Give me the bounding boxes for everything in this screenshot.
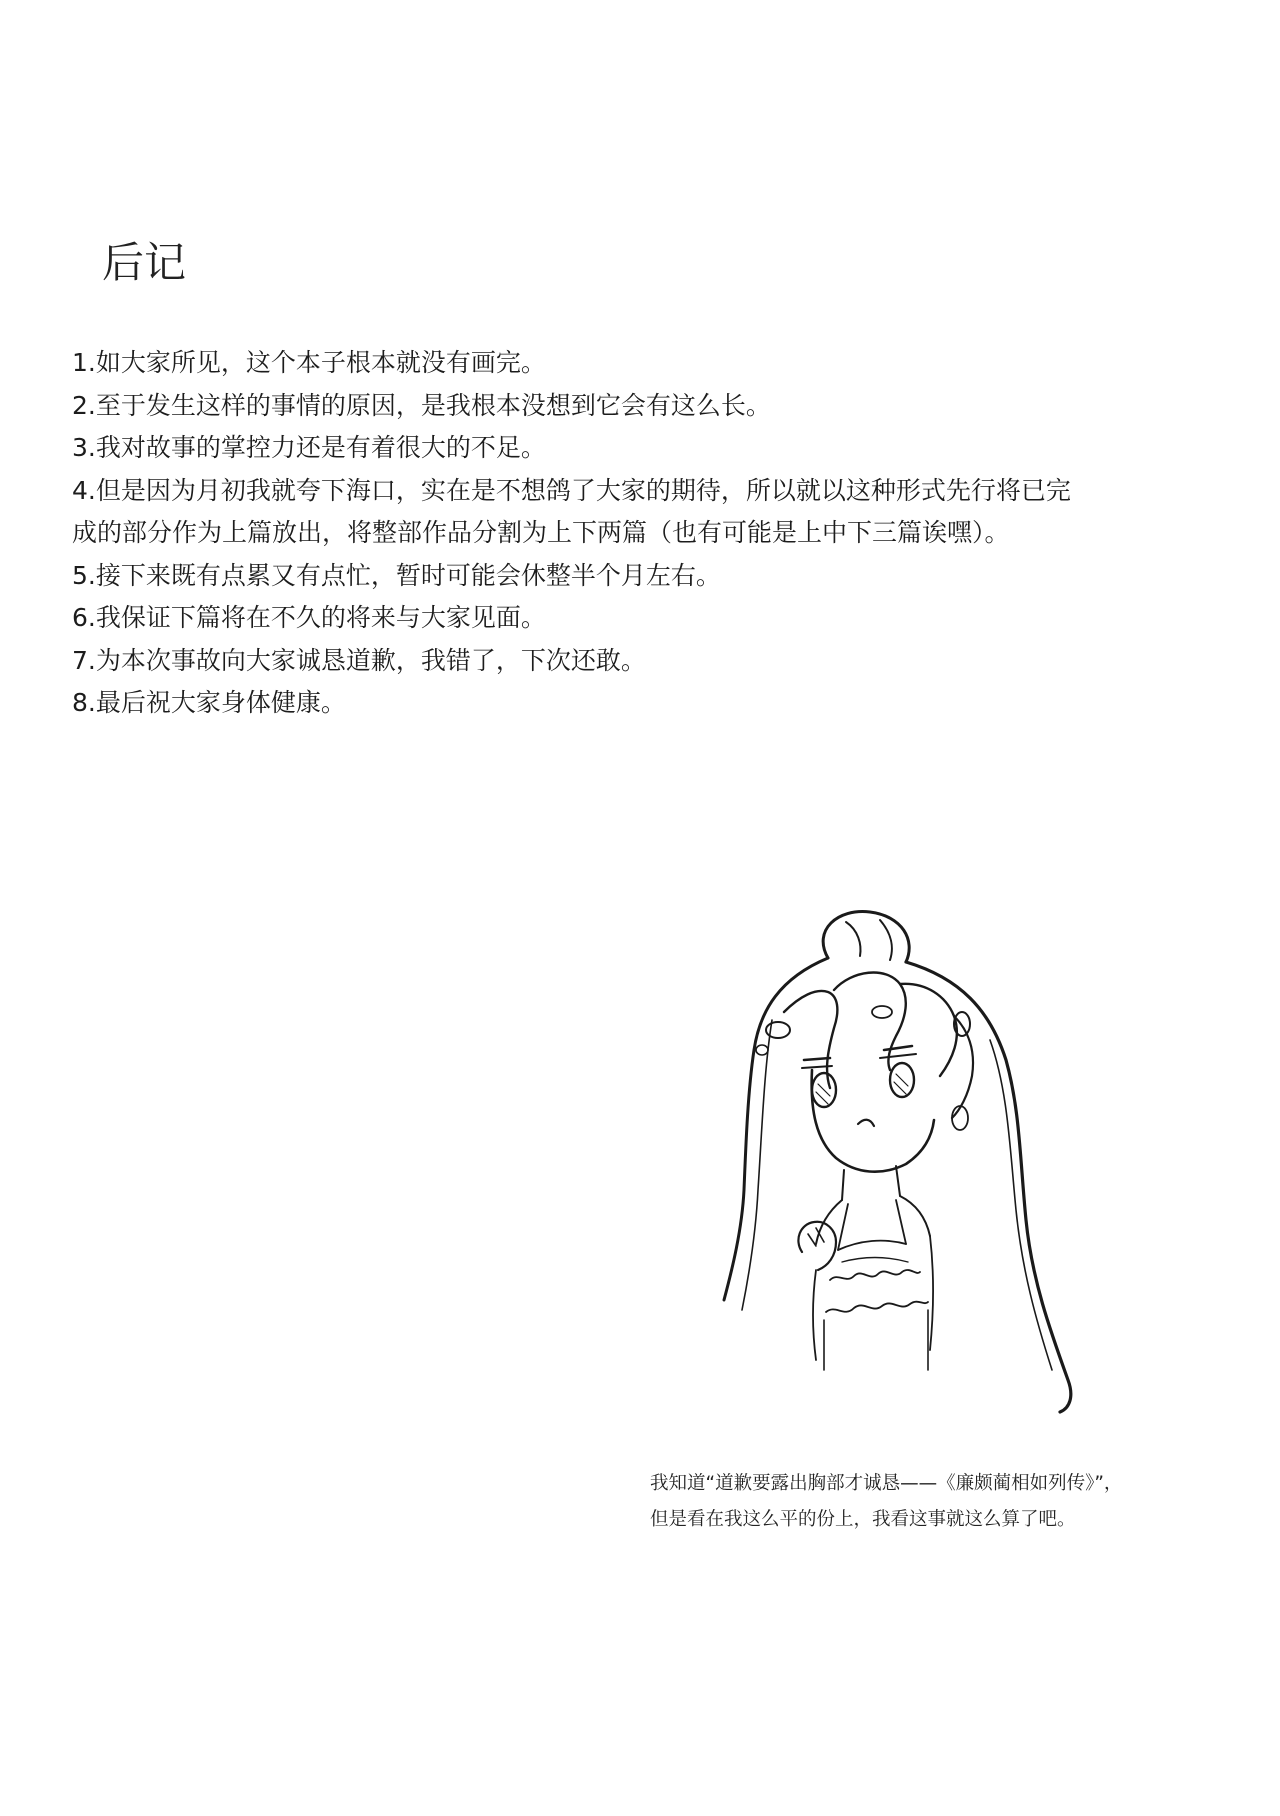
afterword-notes-list [72, 342, 1222, 725]
illustration-caption [650, 1466, 1210, 1538]
note-item-2: 2.至于发生这样的事情的原因，是我根本没想到它会有这么长。 [72, 390, 771, 420]
note-item-5: 5.接下来既有点累又有点忙，暂时可能会休整半个月左右。 [72, 560, 721, 590]
note-item-6: 6.我保证下篇将在不久的将来与大家见面。 [72, 603, 546, 632]
note-item-3: 3.我对故事的掌控力还是有着很大的不足。 [72, 433, 546, 462]
page-title: 后记 [102, 238, 187, 287]
caption-line-2: 但是看在我这么平的份上，我看这事就这么算了吧。 [650, 1509, 1076, 1530]
caption-line-1: 我知道“道歉要露出胸部才诚恳——《廉颇蔺相如列传》”， [650, 1473, 1123, 1494]
note-item-7: 7.为本次事故向大家诚恳道歉，我错了，下次还敢。 [72, 645, 646, 675]
note-item-8: 8.最后祝大家身体健康。 [72, 688, 346, 717]
note-item-4: 4.但是因为月初我就夸下海口，实在是不想鸽了大家的期待，所以就以这种形式先行将已完 成的部分作为上篇放出，将整部作品分割为上下两篇（也有可能是上中下三篇诶嘿）。 [72, 475, 1071, 547]
note-item-1: 1.如大家所见，这个本子根本就没有画完。 [72, 348, 546, 377]
girl-illustration [720, 900, 1140, 1420]
